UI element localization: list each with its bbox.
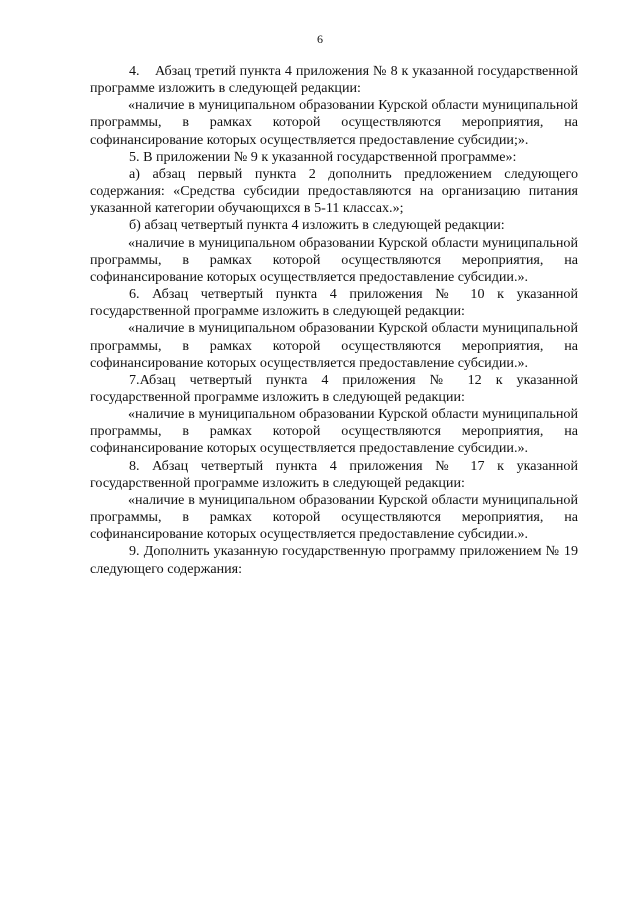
subparagraph-a: а) абзац первый пункта 2 дополнить предложением следующего содержания: «Средства субсидии предоставляются на организацию питания указанной категории обучающихся в 5-11 классах.»;	[90, 165, 578, 217]
paragraph-item-7: 7.Абзац четвертый пункта 4 приложения № 12 к указанной государственной программе изложить в следующей редакции:	[90, 371, 578, 405]
paragraph-item-6: 6. Абзац четвертый пункта 4 приложения № 10 к указанной государственной программе изложить в следующей редакции:	[90, 286, 578, 320]
paragraph-item-9: 9. Дополнить указанную государственную программу приложением № 19 следующего содержания:	[90, 543, 578, 577]
paragraph-item-8: 8. Абзац четвертый пункта 4 приложения № 17 к указанной государственной программе изложить в следующей редакции:	[90, 457, 578, 491]
paragraph-item-5: 5. В приложении № 9 к указанной государственной программе»:	[129, 148, 517, 165]
subparagraph-b: б) абзац четвертый пункта 4 изложить в следующей редакции:	[129, 217, 505, 234]
quoted-amendment-text: «наличие в муниципальном образовании Курской области муниципальной программы, в рамках которой осуществляются мероприятия, на софинансирование которых осуществляется предоставление субсидии;».	[90, 97, 578, 148]
paragraph-item-4: 4. Абзац третий пункта 4 приложения № 8 к указанной государственной программе изложить в следующей редакции:	[90, 63, 578, 97]
quoted-amendment-text: «наличие в муниципальном образовании Курской области муниципальной программы, в рамках которой осуществляются мероприятия, на софинансирование которых осуществляется предоставление субсидии.».	[90, 234, 578, 285]
quoted-amendment-text: «наличие в муниципальном образовании Курской области муниципальной программы, в рамках которой осуществляются мероприятия, на софинансирование которых осуществляется предоставление субсидии.».	[90, 491, 578, 543]
document-body	[90, 63, 578, 578]
quoted-amendment-text: «наличие в муниципальном образовании Курской области муниципальной программы, в рамках которой осуществляются мероприятия, на софинансирование которых осуществляется предоставление субсидии.».	[90, 406, 578, 457]
page-number: 6	[317, 32, 323, 46]
quoted-amendment-text: «наличие в муниципальном образовании Курской области муниципальной программы, в рамках которой осуществляются мероприятия, на софинансирование которых осуществляется предоставление субсидии.».	[90, 320, 578, 371]
